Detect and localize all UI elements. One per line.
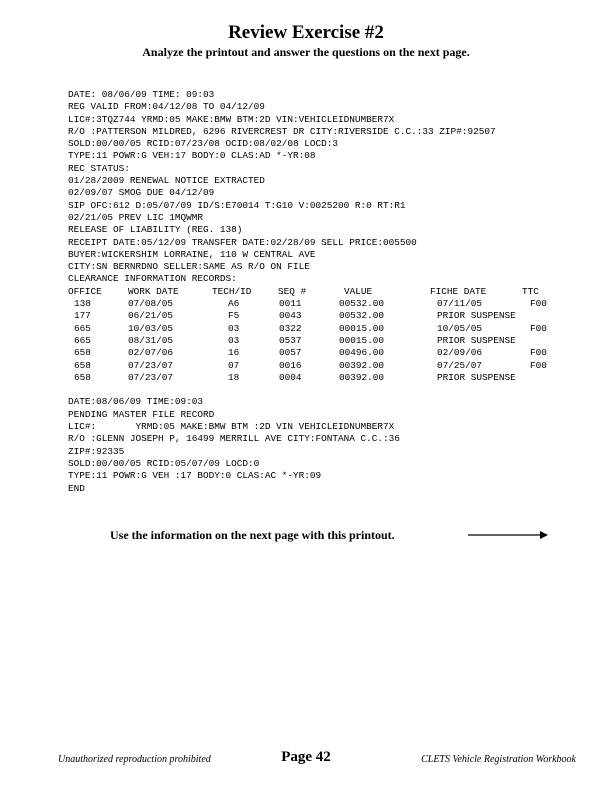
printout-line: PENDING MASTER FILE RECORD	[68, 408, 215, 420]
column-header: TECH/ID	[212, 285, 252, 297]
printout-line: R/O :GLENN JOSEPH P, 16499 MERRILL AVE CITY:FONTANA C.C.:36	[68, 433, 400, 445]
table-cell: 07/23/07	[128, 359, 174, 371]
table-cell: F00	[530, 322, 547, 334]
printout-line: DATE: 08/06/09 TIME: 09:03	[68, 89, 215, 100]
table-row	[68, 372, 588, 384]
printout-line: SIP OFC:612 D:05/07/09 ID/S:E70014 T:G10 V:0025200 R:0 RT:R1	[68, 199, 406, 211]
clearance-table	[68, 286, 588, 384]
printout-line: DATE:08/06/09 TIME:09:03	[68, 396, 204, 408]
table-cell: A6	[228, 298, 240, 310]
table-cell: 0011	[279, 298, 302, 310]
table-cell: 06/21/05	[128, 310, 174, 322]
printout-line: SOLD:00/00/05 RCID:07/23/08 OCID:08/02/08 LOCD:3	[68, 138, 339, 150]
table-cell: 00532.00	[339, 310, 385, 322]
table-cell: 03	[228, 322, 240, 334]
table-cell: 08/31/05	[128, 334, 174, 346]
table-cell: 07/23/07	[128, 371, 174, 383]
table-row	[68, 298, 588, 310]
footer-workbook-title: CLETS Vehicle Registration Workbook	[421, 754, 576, 765]
table-row	[68, 310, 588, 322]
printout-line: REC STATUS:	[68, 162, 130, 174]
table-cell: 16	[228, 347, 240, 359]
printout-line: CLEARANCE INFORMATION RECORDS:	[68, 273, 237, 285]
footer-copyright: Unauthorized reproduction prohibited	[58, 754, 211, 765]
table-cell: 02/07/06	[128, 347, 174, 359]
printout-line: ZIP#:92335	[68, 445, 125, 457]
printout-line: REG VALID FROM:04/12/08 TO 04/12/09	[68, 101, 265, 113]
table-row	[68, 323, 588, 335]
printout-line: TYPE:11 POWR:G VEH :17 BODY:0 CLAS:AC *-YR:09	[68, 470, 322, 482]
table-cell: 00392.00	[339, 371, 385, 383]
table-cell: 00532.00	[339, 298, 385, 310]
table-cell: 07	[228, 359, 240, 371]
page-subtitle: Analyze the printout and answer the questions on the next page.	[142, 45, 470, 59]
column-header: VALUE	[344, 285, 373, 297]
table-cell: 0004	[279, 371, 302, 383]
table-cell: 177	[74, 310, 91, 322]
printout-line: LIC#: YRMD:05 MAKE:BMW BTM :2D VIN VEHICLEIDNUMBER7X	[68, 421, 395, 433]
table-cell: 07/25/07	[437, 359, 483, 371]
table-cell: 18	[228, 371, 240, 383]
printout-line: 02/21/05 PREV LIC 1MQWMR	[68, 211, 204, 223]
printout-line: BUYER:WICKERSHIM LORRAINE, 110 W CENTRAL AVE	[68, 248, 316, 260]
page-title: Review Exercise #2	[228, 22, 384, 43]
column-header: WORK DATE	[128, 285, 179, 297]
printout-line: LIC#:3TQZ744 YRMD:05 MAKE:BMW BTM:2D VIN:VEHICLEIDNUMBER7X	[68, 113, 395, 125]
column-header: FICHE DATE	[430, 285, 487, 297]
table-cell: 00392.00	[339, 359, 385, 371]
table-cell: PRIOR SUSPENSE	[437, 371, 516, 383]
table-cell: F00	[530, 347, 547, 359]
table-row	[68, 335, 588, 347]
table-row	[68, 347, 588, 359]
table-cell: 138	[74, 298, 91, 310]
table-cell: 658	[74, 371, 91, 383]
table-cell: 0537	[279, 334, 302, 346]
printout-line: 02/09/07 SMOG DUE 04/12/09	[68, 187, 215, 199]
table-cell: PRIOR SUSPENSE	[437, 310, 516, 322]
table-row	[68, 360, 588, 372]
printout-line: CITY:SN BERNRDNO SELLER:SAME AS R/O ON FILE	[68, 261, 310, 273]
printout	[68, 89, 588, 495]
table-cell: 0322	[279, 322, 302, 334]
page-number: Page 42	[281, 749, 331, 765]
table-cell: 0043	[279, 310, 302, 322]
printout-line: RELEASE OF LIABILITY (REG. 138)	[68, 224, 243, 236]
table-cell: 03	[228, 334, 240, 346]
table-cell: 0016	[279, 359, 302, 371]
table-cell: 07/08/05	[128, 298, 174, 310]
column-header: SEQ #	[278, 285, 307, 297]
column-header: TTC	[522, 285, 539, 297]
printout-line: END	[68, 482, 85, 494]
table-cell: PRIOR SUSPENSE	[437, 334, 516, 346]
table-cell: 10/03/05	[128, 322, 174, 334]
column-header: OFFICE	[68, 285, 102, 297]
table-cell: 02/09/06	[437, 347, 483, 359]
instruction-note: Use the information on the next page with this printout.	[110, 528, 395, 542]
table-cell: 00015.00	[339, 334, 385, 346]
printout-line: SOLD:00/00/05 RCID:05/07/09 LOCD:0	[68, 457, 260, 469]
table-cell: 658	[74, 359, 91, 371]
table-cell: 00015.00	[339, 322, 385, 334]
table-cell: 658	[74, 347, 91, 359]
table-cell: F00	[530, 298, 547, 310]
right-arrow-icon	[468, 528, 548, 542]
table-cell: F00	[530, 359, 547, 371]
printout-line: R/O :PATTERSON MILDRED, 6296 RIVERCREST DR CITY:RIVERSIDE C.C.:33 ZIP#:92507	[68, 125, 496, 137]
table-cell: 07/11/05	[437, 298, 483, 310]
table-cell: 00496.00	[339, 347, 385, 359]
table-cell: 10/05/05	[437, 322, 483, 334]
table-cell: 0057	[279, 347, 302, 359]
printout-line: 01/28/2009 RENEWAL NOTICE EXTRACTED	[68, 175, 265, 187]
table-cell: F5	[228, 310, 240, 322]
printout-line: TYPE:11 POWR:G VEH:17 BODY:0 CLAS:AD *-YR:08	[68, 150, 316, 162]
printout-line: RECEIPT DATE:05/12/09 TRANSFER DATE:02/28/09 SELL PRICE:005500	[68, 236, 417, 248]
table-cell: 665	[74, 334, 91, 346]
table-cell: 665	[74, 322, 91, 334]
table-header-row	[68, 286, 588, 298]
